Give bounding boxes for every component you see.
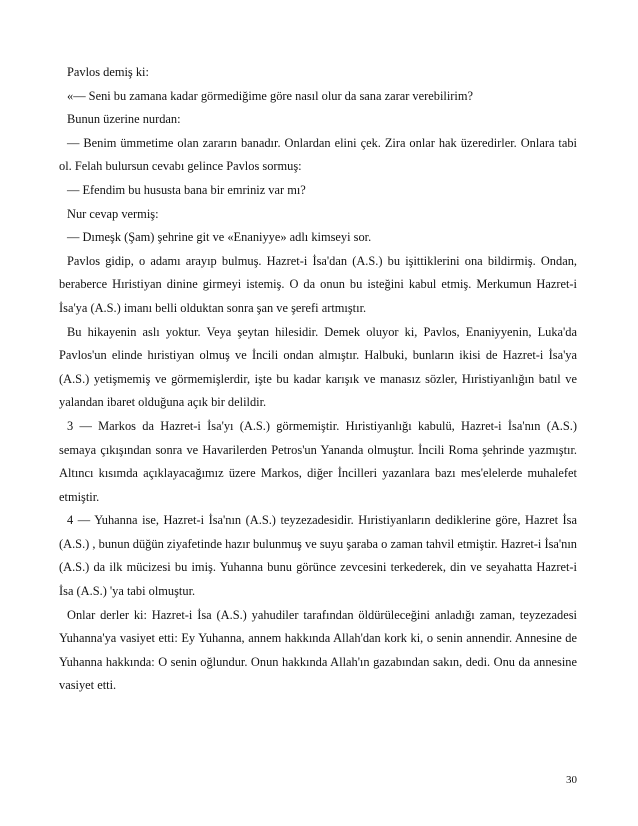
paragraph: Pavlos demiş ki: bbox=[67, 65, 149, 79]
paragraph: Bunun üzerine nurdan: bbox=[67, 112, 181, 127]
body-text bbox=[59, 61, 577, 698]
paragraph: Bu hikayenin aslı yoktur. Veya şeytan hilesidir. Demek oluyor ki, Pavlos, Enaniyyenin, Luka'da Pavlos'un elinde hıristiyan olmuş ve İncili ondan almıştır. Halbuki, bunların ikisi de Hazret-i İsa'ya (A.S.) yetişmemiş ve görmemişlerdir, işte bu kadar karışık ve manasız sözler, Hıristiyanlığın batıl ve yalandan ibaret olduğuna açık bir delildir. bbox=[59, 324, 577, 410]
paragraph: Nur cevap vermiş: bbox=[67, 206, 159, 221]
paragraph: Onlar derler ki: Hazret-i İsa (A.S.) yahudiler tarafından öldürüleceğini anladığı zaman, teyzezadesi Yuhanna'ya vasiyet etti: Ey Yuhanna, annem hakkında Allah'dan kork ki, o senin annendir. Annesine de Yuhanna hakkında: O senin oğlundur. Onun hakkında Allah'ın gazabından sakın, dedi. Onu da annesine vasiyet etti. bbox=[59, 607, 577, 693]
paragraph: 3 — Markos da Hazret-i İsa'yı (A.S.) görmemiştir. Hıristiyanlığı kabulü, Hazret-i İsa'nın (A.S.) semaya çıkışından sonra ve Havarilerden Petros'un Yananda olmuştur. İncili Roma şehrinde yazmıştır. Altıncı kısımda açıklayacağımız üzere Markos, diğer İncilleri yazanlara bazı mes'elelerde muhalefet etmiştir. bbox=[59, 418, 577, 504]
paragraph: — Dımeşk (Şam) şehrine git ve «Enaniyye» adlı kimseyi sor. bbox=[67, 230, 372, 245]
paragraph: «— Seni bu zamana kadar görmediğime göre nasıl olur da sana zarar verebilirim? bbox=[67, 88, 473, 103]
paragraph: Pavlos gidip, o adamı arayıp bulmuş. Hazret-i İsa'dan (A.S.) bu işittiklerini ona bildirmiş. Ondan, beraberce Hıristiyan dinine girmeyi istemiş. O da onun bu isteğini kabul etmiş. Merkumun Hazret-i İsa'ya (A.S.) imanı belli olduktan sonra şan ve şerefi artmıştır. bbox=[59, 253, 577, 315]
page-number: 30 bbox=[566, 774, 577, 786]
paragraph: — Efendim bu hususta bana bir emriniz var mı? bbox=[67, 182, 306, 197]
paragraph: 4 — Yuhanna ise, Hazret-i İsa'nın (A.S.) teyzezadesidir. Hıristiyanların dediklerine göre, Hazret İsa (A.S.) , bunun düğün ziyafetinde hazır bulunmuş ve suyu şaraba o zaman tahvil etmiştir. Hazret-i İsa'nın (A.S.) da ilk mücizesi bu imiş. Yuhanna bunu görünce zevcesini terkederek, din ve seyahatta Hazret-i İsa (A.S.) 'ya tabi olmuştur. bbox=[59, 513, 577, 599]
paragraph: — Benim ümmetime olan zararın banadır. Onlardan elini çek. Zira onlar hak üzeredirler. Onlara tabi ol. Felah bulursun cevabı gelince Pavlos sormuş: bbox=[59, 135, 577, 174]
